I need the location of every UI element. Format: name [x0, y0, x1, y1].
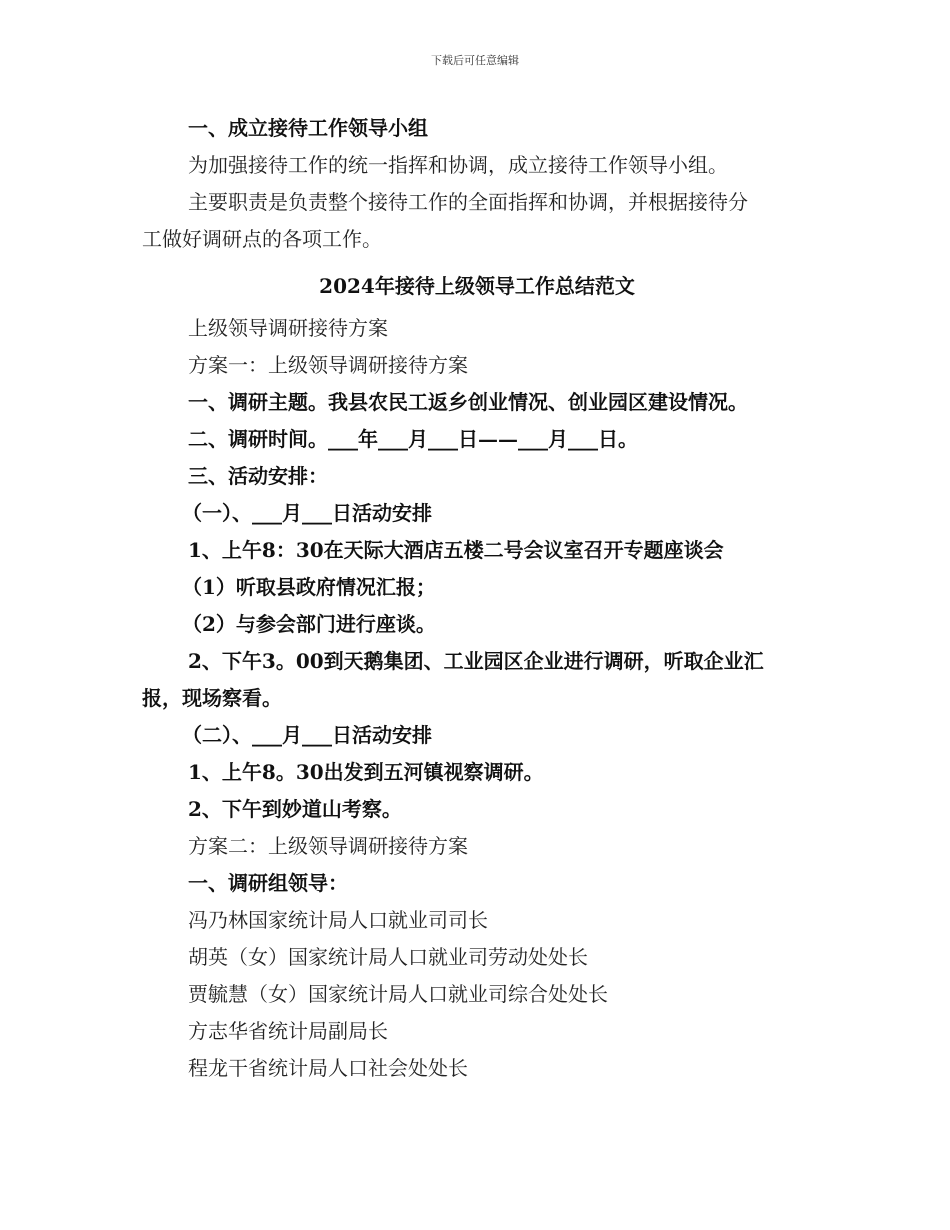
- list-item: 胡英（女）国家统计局人口就业司劳动处处长: [188, 945, 588, 969]
- section-heading: 一、调研主题。我县农民工返乡创业情况、创业园区建设情况。: [188, 390, 748, 414]
- paragraph-continuation: 工做好调研点的各项工作。: [142, 227, 382, 251]
- section-heading: 三、活动安排：: [188, 464, 328, 488]
- document-body: [142, 110, 812, 1087]
- list-item: （1）听取县政府情况汇报；: [182, 575, 436, 599]
- section-heading: 一、成立接待工作领导小组: [188, 116, 428, 140]
- list-item: 1、上午8。30出发到五河镇视察调研。: [188, 760, 544, 784]
- document-title: 2024年接待上级领导工作总结范文: [319, 274, 635, 298]
- list-item: 1、上午8：30在天际大酒店五楼二号会议室召开专题座谈会: [188, 538, 724, 562]
- paragraph: 为加强接待工作的统一指挥和协调，成立接待工作领导小组。: [188, 153, 728, 177]
- section-heading: 二、调研时间。___年___月___日——___月___日。: [188, 427, 638, 451]
- list-item: （2）与参会部门进行座谈。: [182, 612, 436, 636]
- page-header: 下载后可任意编辑: [431, 54, 519, 67]
- list-item: 贾毓慧（女）国家统计局人口就业司综合处处长: [188, 982, 608, 1006]
- subsection-heading: （二）、___月___日活动安排: [182, 723, 432, 747]
- list-item-continuation: 报，现场察看。: [142, 686, 282, 710]
- subsection-heading: （一）、___月___日活动安排: [182, 501, 432, 525]
- list-item: 2、下午3。00到天鹅集团、工业园区企业进行调研，听取企业汇: [188, 649, 764, 673]
- section-heading: 一、调研组领导：: [188, 871, 348, 895]
- paragraph: 方案一：上级领导调研接待方案: [188, 353, 468, 377]
- list-item: 方志华省统计局副局长: [188, 1019, 388, 1043]
- paragraph: 主要职责是负责整个接待工作的全面指挥和协调，并根据接待分: [188, 190, 748, 214]
- list-item: 程龙干省统计局人口社会处处长: [188, 1056, 468, 1080]
- list-item: 冯乃林国家统计局人口就业司司长: [188, 908, 488, 932]
- paragraph: 方案二：上级领导调研接待方案: [188, 834, 468, 858]
- list-item: 2、下午到妙道山考察。: [188, 797, 402, 821]
- paragraph: 上级领导调研接待方案: [188, 316, 388, 340]
